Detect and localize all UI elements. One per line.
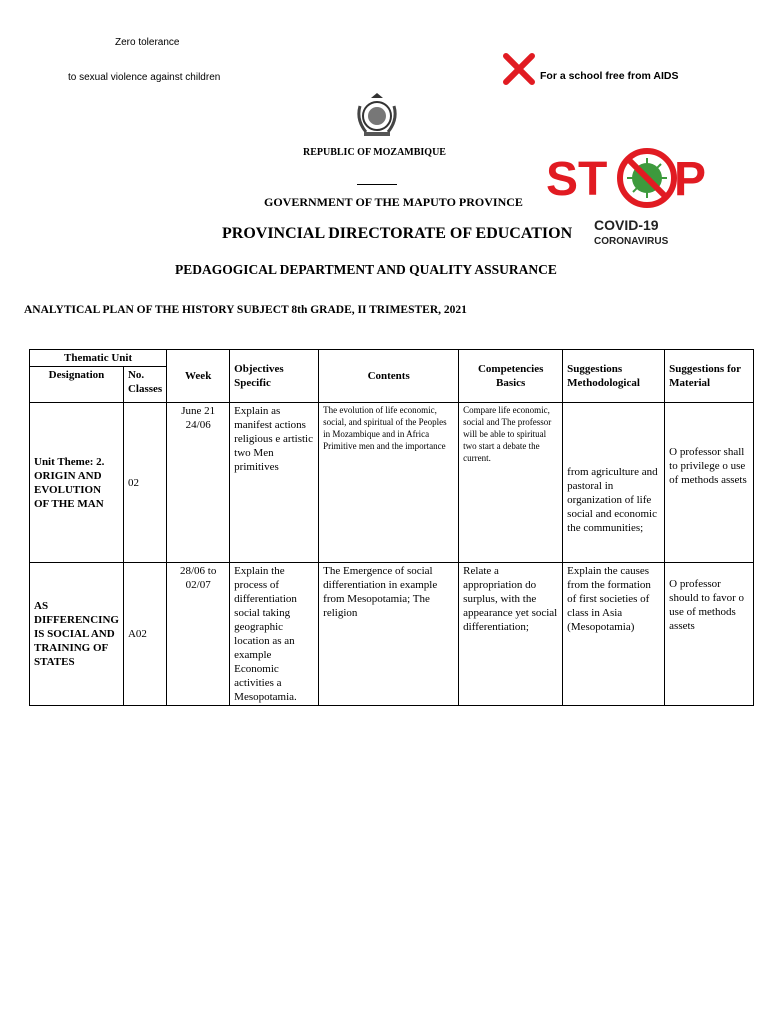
cell-objectives: Explain as manifest actions religious e artistic two Men primitives <box>230 403 319 563</box>
cell-competencies: Relate a appropriation do surplus, with the appearance yet social differentiation; <box>459 563 563 706</box>
header-thematic-unit: Thematic Unit <box>30 350 167 367</box>
cell-objectives: Explain the process of differentiation social taking geographic location as an example Economic activities a Mesopotamia. <box>230 563 319 706</box>
header-suggestions-method: Suggestions Methodological <box>563 350 665 403</box>
header-designation: Designation <box>30 367 124 403</box>
table-row <box>30 563 754 706</box>
stop-covid-badge <box>546 140 716 255</box>
cell-contents: The evolution of life economic, social, and spiritual of the Peoples in Mozambique and in Africa Primitive men and the importance <box>319 403 459 563</box>
divider <box>357 184 397 185</box>
cell-classes: 02 <box>123 403 166 563</box>
plan-title: ANALYTICAL PLAN OF THE HISTORY SUBJECT 8th GRADE, II TRIMESTER, 2021 <box>24 304 467 316</box>
mozambique-emblem-icon <box>352 92 402 145</box>
analytical-plan-table <box>29 349 754 706</box>
header-week: Week <box>167 350 230 403</box>
cell-contents: The Emergence of social differentiation in example from Mesopotamia; The religion <box>319 563 459 706</box>
cell-method: Explain the causes from the formation of first societies of class in Asia (Mesopotamia) <box>563 563 665 706</box>
red-x-icon <box>502 52 536 91</box>
cell-method: from agriculture and pastoral in organization of life social and economic the communities; <box>563 403 665 563</box>
covid-label: COVID-19 <box>594 217 659 233</box>
coronavirus-label: CORONAVIRUS <box>594 236 669 247</box>
cell-designation: AS DIFFERENCING IS SOCIAL AND TRAINING OF STATES <box>30 563 124 706</box>
cell-designation: Unit Theme: 2. ORIGIN AND EVOLUTION OF THE MAN <box>30 403 124 563</box>
aids-slogan: For a school free from AIDS <box>540 70 679 82</box>
republic-title: REPUBLIC OF MOZAMBIQUE <box>303 147 446 158</box>
cell-material: O professor should to favor o use of methods assets <box>665 563 754 706</box>
stop-p-text: P <box>674 153 707 206</box>
stop-st-text: ST <box>546 153 608 206</box>
zero-tolerance-text: Zero tolerance <box>115 37 180 48</box>
cell-material: O professor shall to privilege o use of methods assets <box>665 403 754 563</box>
government-title: GOVERNMENT OF THE MAPUTO PROVINCE <box>264 195 523 209</box>
directorate-title: PROVINCIAL DIRECTORATE OF EDUCATION <box>222 225 573 242</box>
cell-week: June 21 24/06 <box>167 403 230 563</box>
header-objectives: Objectives Specific <box>230 350 319 403</box>
department-title: PEDAGOGICAL DEPARTMENT AND QUALITY ASSURANCE <box>175 262 557 277</box>
header-contents: Contents <box>319 350 459 403</box>
header-suggestions-material: Suggestions for Material <box>665 350 754 403</box>
cell-classes: A02 <box>123 563 166 706</box>
cell-competencies: Compare life economic, social and The professor will be able to spiritual two start a debate the current. <box>459 403 563 563</box>
header-competencies: Competencies Basics <box>459 350 563 403</box>
header-no-classes: No. Classes <box>123 367 166 403</box>
table-row <box>30 403 754 563</box>
cell-week: 28/06 to 02/07 <box>167 563 230 706</box>
sexual-violence-text: to sexual violence against children <box>68 72 221 83</box>
